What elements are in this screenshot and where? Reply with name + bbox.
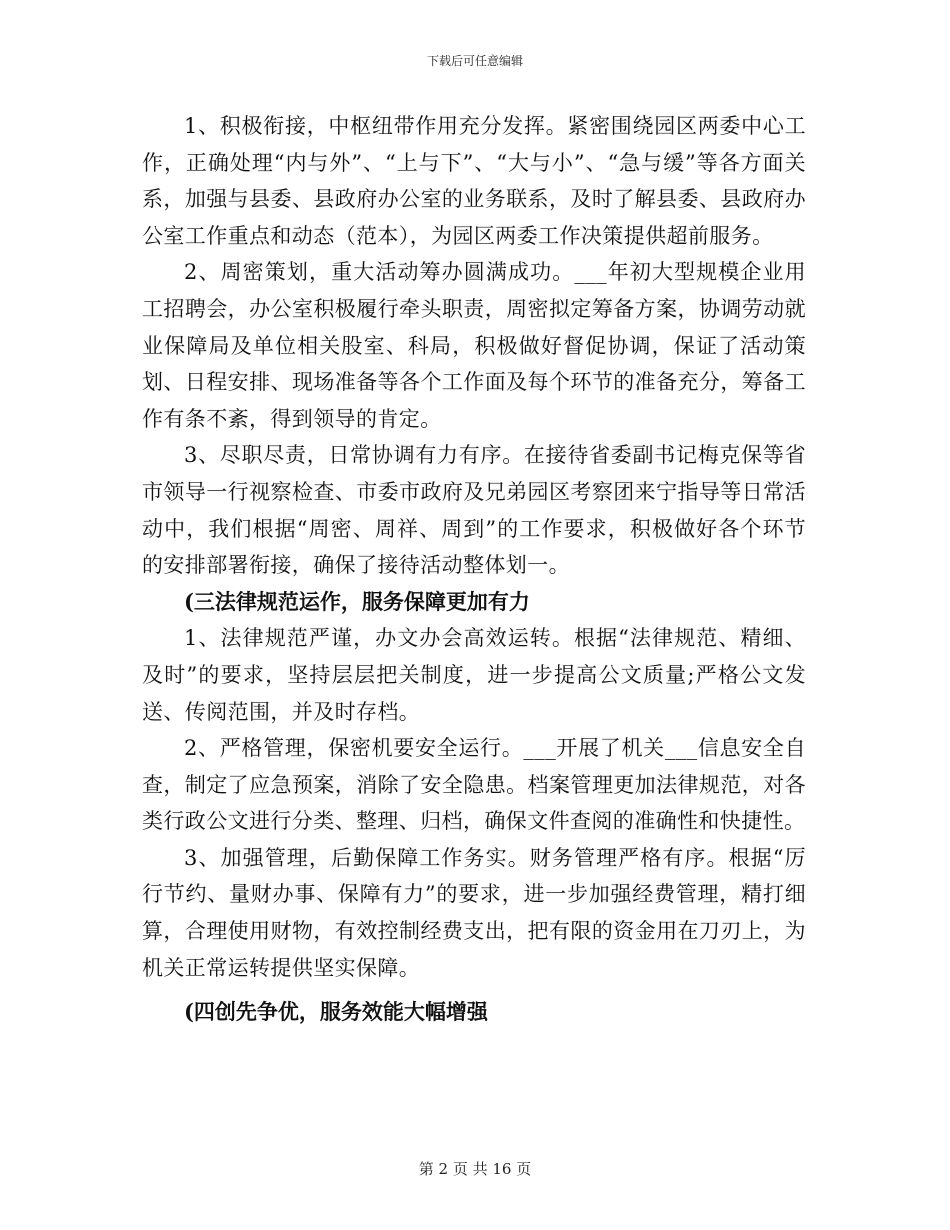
spacer — [142, 986, 806, 994]
page-footer: 第 2 页 共 16 页 — [418, 1160, 532, 1178]
paragraph-3: 3、尽职尽责，日常协调有力有序。在接待省委副书记梅克保等省市领导一行视察检查、市委市政府及兄弟园区考察团来宁指导等日常活动中，我们根据“周密、周祥、周到”的工作要求，积极做好各个环节的安排部署衔接，确保了接待活动整体划一。 — [142, 443, 806, 578]
section-heading-3: (三法律规范运作，服务保障更加有力 — [184, 588, 530, 614]
page-header: 下载后可任意编辑 — [426, 54, 523, 68]
paragraph-5: 2、严格管理，保密机要安全运行。___开展了机关___信息安全自查，制定了应急预案，消除了安全隐患。档案管理更加法律规范，对各类行政公文进行分类、整理、归档，确保文件查阅的准确性和快捷性。 — [142, 736, 806, 834]
paragraph-2: 2、周密策划，重大活动筹办圆满成功。___年初大型规模企业用工招聘会，办公室积极履行牵头职责，周密拟定筹备方案，协调劳动就业保障局及单位相关股室、科局，积极做好督促协调，保证了活动策划、日程安排、现场准备等各个工作面及每个环节的准备充分，筹备工作有条不紊，得到领导的肯定。 — [142, 260, 806, 431]
paragraph-6: 3、加强管理，后勤保障工作务实。财务管理严格有序。根据“厉行节约、量财办事、保障有力”的要求，进一步加强经费管理，精打细算，合理使用财物，有效控制经费支出，把有限的资金用在刀刃上，为机关正常运转提供坚实保障。 — [142, 845, 806, 980]
section-heading-4: (四创先争优，服务效能大幅增强 — [184, 999, 488, 1025]
paragraph-4: 1、法律规范严谨，办文办会高效运转。根据“法律规范、精细、及时”的要求，坚持层层把关制度，进一步提高公文质量;严格公文发送、传阅范围，并及时存档。 — [142, 626, 806, 724]
document-body — [142, 108, 806, 1031]
paragraph-1: 1、积极衔接，中枢纽带作用充分发挥。紧密围绕园区两委中心工作，正确处理“内与外”、“上与下”、“大与小”、“急与缓”等各方面关系，加强与县委、县政府办公室的业务联系，及时了解县委、县政府办公室工作重点和动态（范本），为园区两委工作决策提供超前服务。 — [142, 114, 806, 248]
